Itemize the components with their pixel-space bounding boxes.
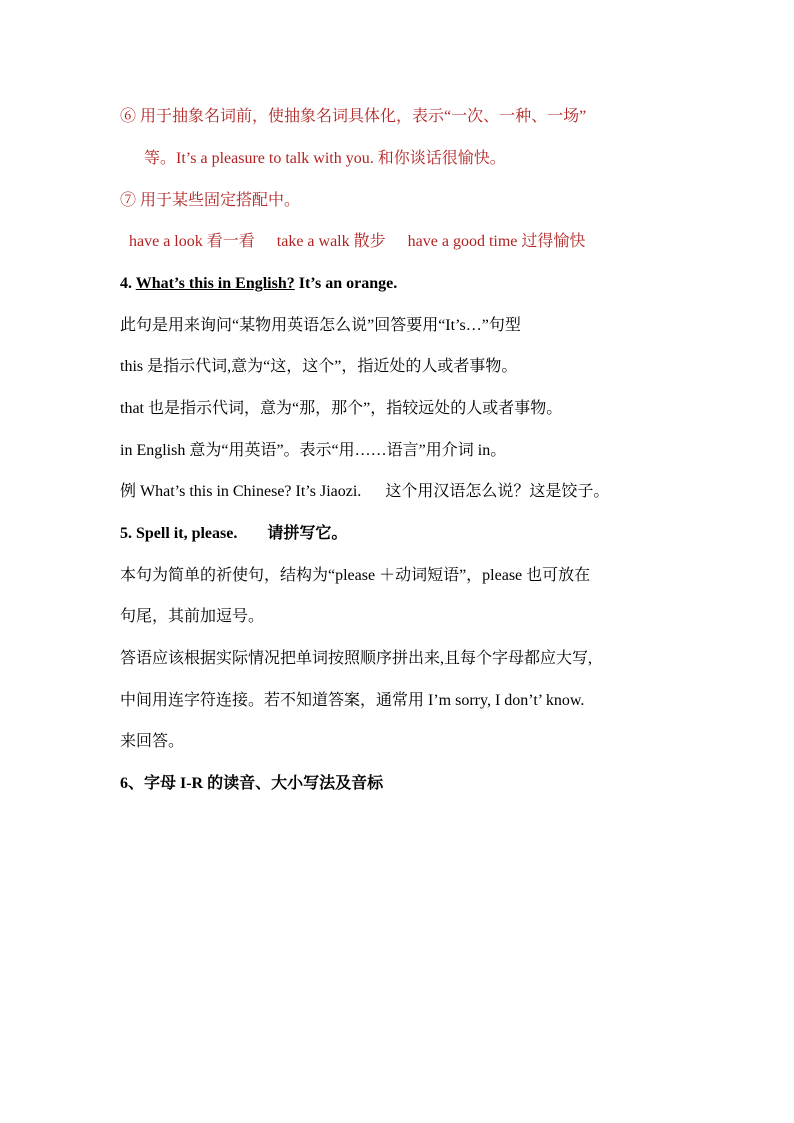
note-6-line-1 [120, 106, 586, 128]
section-5-title: 5. Spell it, please. [120, 525, 238, 542]
section-4-answer: It’s an orange. [298, 275, 398, 292]
phrase-1-en: have a look [129, 233, 203, 250]
section-5-line-2: 句尾，其前加逗号。 [120, 608, 265, 625]
note-7-line-1 [120, 190, 300, 212]
section-4-line-3: that 也是指示代词，意为“那，那个”，指较远处的人或者事物。 [120, 400, 563, 417]
phrase-3-cn: 过得愉快 [521, 233, 586, 250]
section-4-heading [120, 273, 397, 295]
section-6-heading: 6、字母 I-R 的读音、大小写法及音标 [120, 775, 384, 792]
phrase-1-cn: 看一看 [206, 233, 255, 250]
section-4-number: 4. [120, 275, 132, 292]
section-5-line-4: 中间用连字符连接。若不知道答案，通常用 I’m sorry, I don’t’ know. [120, 692, 585, 709]
note-7-phrases [129, 231, 585, 253]
section-5-line-3: 答语应该根据实际情况把单词按照顺序拼出来,且每个字母都应大写, [120, 650, 593, 667]
phrase-2-cn: 散步 [353, 233, 386, 250]
section-4-line-1: 此句是用来询问“某物用英语怎么说”回答要用“It’s…”句型 [120, 317, 521, 334]
note-6-example-en: It’s a pleasure to talk with you. [176, 150, 374, 167]
section-5-heading [120, 523, 347, 545]
section-5-line-5: 来回答。 [120, 733, 185, 750]
note-6-text: ⑥ 用于抽象名词前，使抽象名词具体化，表示“一次、一种、一场” [120, 108, 587, 125]
phrase-2-en: take a walk [276, 233, 350, 250]
phrase-3-en: have a good time [407, 233, 518, 250]
section-5-title-cn: 请拼写它。 [267, 525, 348, 542]
section-4-line-5 [120, 481, 609, 503]
note-6-example-cn: 和你谈话很愉快。 [377, 150, 506, 167]
section-4-question: What’s this in English? [135, 275, 295, 292]
section-4-line-2: this 是指示代词,意为“这，这个”，指近处的人或者事物。 [120, 358, 518, 375]
note-7-text: ⑦ 用于某些固定搭配中。 [120, 192, 301, 209]
section-4-line-4: in English 意为“用英语”。表示“用……语言”用介词 in。 [120, 442, 507, 459]
section-4-example-cn: 这个用汉语怎么说？这是饺子。 [385, 483, 610, 500]
note-6-prefix: 等。 [144, 150, 177, 167]
section-4-example: 例 What’s this in Chinese? It’s Jiaozi. [120, 483, 362, 500]
section-5-line-1: 本句为简单的祈使句，结构为“please ＋动词短语”，please 也可放在 [120, 567, 591, 584]
note-6-line-2 [144, 148, 506, 170]
